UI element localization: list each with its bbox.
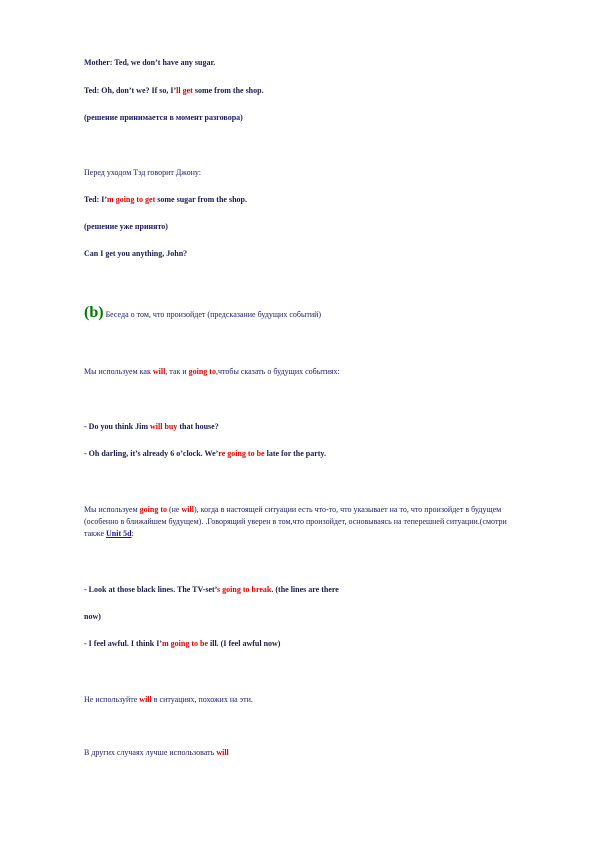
dialogue-ted-3: Can I get you anything, John? [84,249,188,258]
note-decision-now: (решение принимается в момент разговора) [84,113,243,122]
text-segment: (не [166,505,182,514]
text-segment: ), когда в настоящей ситуации есть что-то, что указывает на то, что произойдет в будущем (особенно в ближайшем будущем). .Говорящий уверен в том,что произойдет, основываясь на теперешней ситуации.(смотри также [84,505,507,538]
text-segment: В других случаях лучше использовать [84,748,217,757]
highlight-going-to: going to [188,367,216,376]
text-segment: that house? [177,422,219,431]
section-title: Беседа о том, что произойдет (предсказание будущих событий) [103,310,322,319]
highlight-going-to-be: re going to be [218,449,265,458]
text-segment: some from the shop. [192,86,264,95]
text-segment: Не используйте [84,695,140,704]
text-segment: - I feel awful. I think I’ [84,639,163,648]
text-segment: ill. (I feel awful now) [208,639,281,648]
example-jim [84,422,219,432]
highlight-will: will [152,367,166,376]
intro-ted-leaving: Перед уходом Тэд говорит Джону: [84,168,202,177]
text-segment: ,чтобы сказать о будущих событиях: [215,367,340,376]
dialogue-ted-2 [84,195,247,205]
dialogue-mother: Mother: Ted, we don’t have any sugar. [84,58,216,67]
highlight-will: will [139,695,152,704]
highlight-will: will [216,748,229,757]
text-segment: Ted: I’ [84,195,108,204]
text-segment: - Do you think Jim [84,422,151,431]
text-segment: - Oh darling, it’s already 6 o’clock. We’ [84,449,219,458]
section-marker: (b) [84,304,104,321]
highlight-will: will [181,505,194,514]
rule-use-will-otherwise [84,748,229,758]
note-decision-made: (решение уже принято) [84,222,168,231]
dialogue-ted-1 [84,86,264,96]
highlight-going-to-break: s going to break [217,585,272,594]
example-tv-continued: now) [84,612,101,621]
example-tv [84,585,339,595]
text-segment: : [131,529,134,538]
highlight-will-buy: will buy [150,422,178,431]
text-segment: в ситуациях, похожих на эти. [151,695,253,704]
text-segment: Ted: Oh, don’t we? If so, I’ [84,86,177,95]
text-segment: some sugar from the shop. [155,195,247,204]
rule-dont-use-will [84,695,253,705]
text-segment: Мы используем [84,505,140,514]
rule-will-going-to [84,367,340,377]
highlight-going-to: going to [139,505,167,514]
text-segment: . (the lines are there [271,585,339,594]
section-b-heading [84,305,321,323]
example-ill [84,639,280,649]
highlight-going-to-be: m going to be [162,639,209,648]
text-segment: - Look at those black lines. The TV-set’ [84,585,218,594]
rule-going-to-paragraph [84,504,524,540]
unit-5d-link[interactable]: Unit 5d [106,529,132,538]
text-segment: Мы используем как [84,367,153,376]
highlight-going-to: m going to get [107,195,156,204]
highlight-will: ll get [176,86,193,95]
text-segment: , так и [165,367,189,376]
example-party [84,449,326,459]
text-segment: late for the party. [264,449,326,458]
